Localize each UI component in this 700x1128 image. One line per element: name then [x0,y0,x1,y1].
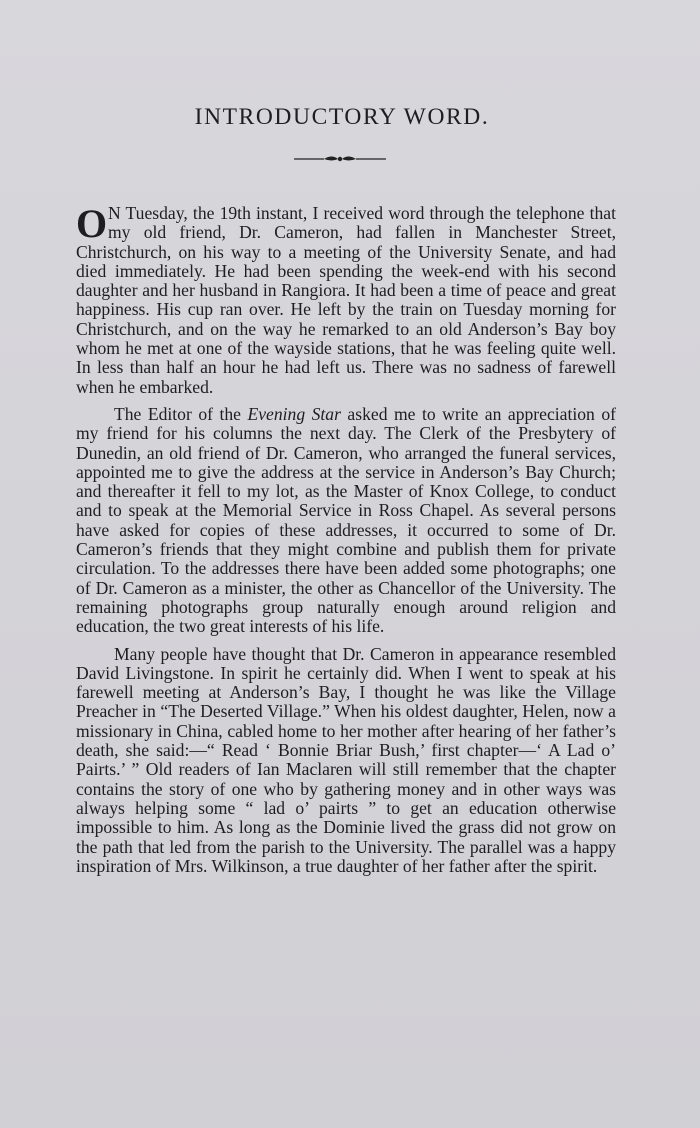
page-title: INTRODUCTORY WORD. [194,104,490,130]
ornamental-dropcap-icon [76,201,106,246]
fleuron-divider-icon [294,152,386,166]
paragraph-1 [76,201,616,397]
paragraph-2-text-b: asked me to write an appreciation of my friend for his columns the next day. The Clerk of the Presbytery of Dunedin, an old friend of Dr. Cameron, who arranged the funeral services, appointed me to give the address at the service in Anderson’s Bay Church; and thereafter it fell to my lot, as the Master of Knox College, to conduct and to speak at the Memorial Service in Ross Chapel. As several persons have asked for copies of these addresses, it occurred to some of Dr. Cameron’s friends that they might combine and publish them for private circulation. To the addresses there have been added some photographs; one of Dr. Cameron as a minister, the other as Chancellor of the University. The remaining photographs group naturally enough around religion and education, the two great interests of his life. [76,403,616,637]
paragraph-1-text: N Tuesday, the 19th instant, I received word through the telephone that my old friend, Dr. Cameron, had fallen in Manchester Street, Christchurch, on his way to a meeting of the University Senate, and had died immediately. He had been spending the week-end with his second daughter and her husband in Rangiora. It had been a time of peace and great happiness. His cup ran over. He left by the train on Tuesday morning for Christchurch, and on the way he remarked to an old Anderson’s Bay boy whom he met at one of the wayside stations, that he was feeling quite well. In less than half an hour he had left us. There was no sadness of farewell when he embarked. [76,203,616,397]
paragraph-2-text-a: The Editor of the [114,403,248,424]
paragraph-3: Many people have thought that Dr. Cameron in appearance resembled David Livingstone. In spirit he certainly did. When I went to speak at his farewell meeting at Anderson’s Bay, I thought he was like the Village Preacher in “The Deserted Village.” When his oldest daughter, Helen, now a missionary in China, cabled home to her mother after hearing of her father’s death, she said:—“ Read ‘ Bonnie Briar Bush,’ first chapter—‘ A Lad o’ Pairts.’ ” Old readers of Ian Maclaren will still remember that the chapter contains the story of one who by gathering money and in other ways was always helping some “ lad o’ pairts ” to get an education otherwise impossible to him. As long as the Dominie lived the grass did not grow on the path that led from the parish to the University. The parallel was a happy inspiration of Mrs. Wilkinson, a true daughter of her father after the spirit. [76,643,616,876]
paragraph-2 [76,405,616,637]
newspaper-title: Evening Star [247,403,341,424]
dropcap-letter: O [76,201,106,246]
introduction-body [76,201,616,884]
